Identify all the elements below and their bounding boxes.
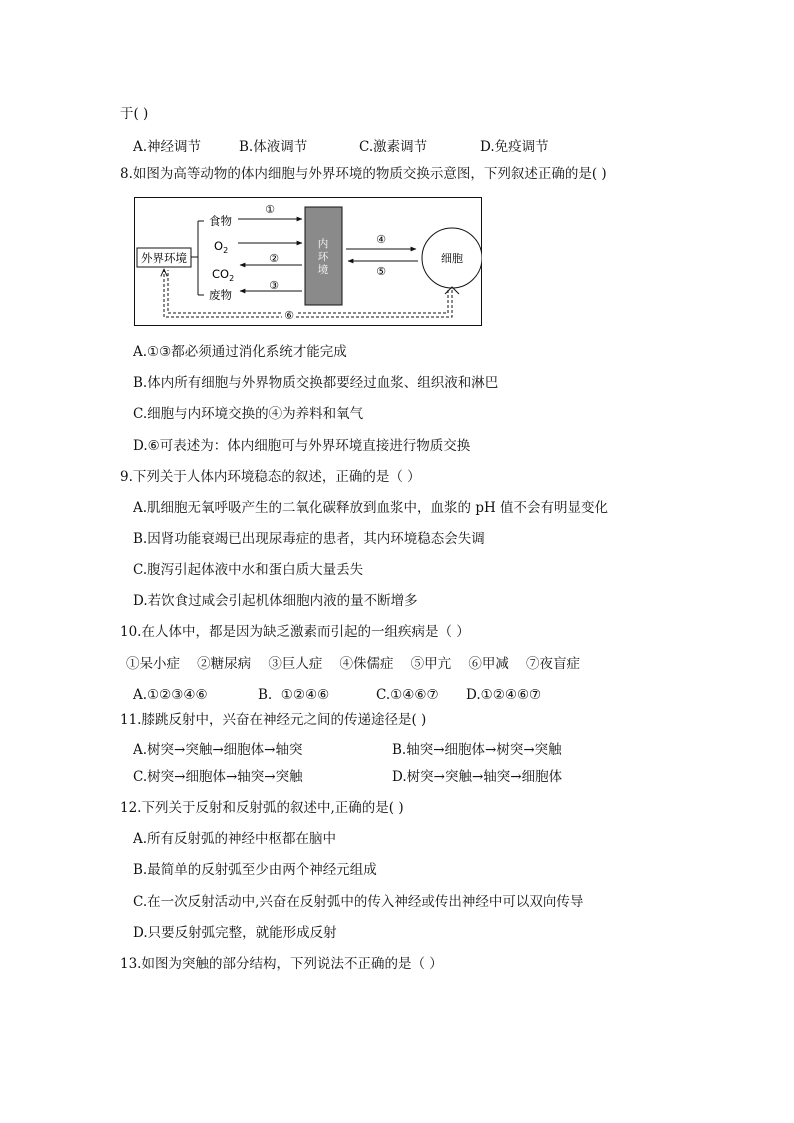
q10-stem: 10.在人体中，都是因为缺乏激素而引起的一组疾病是（ ） [120,624,470,640]
cell-label: 细胞 [441,252,463,265]
q10-option-c[interactable]: C.①④⑥⑦ [376,687,439,703]
q9-option-b[interactable]: B.因肾功能衰竭已出现尿毒症的患者，其内环境稳态会失调 [133,531,485,547]
q7-option-c[interactable]: C.激素调节 [359,139,428,155]
q10-items: ①呆小症 ②糖尿病 ③巨人症 ④侏儒症 ⑤甲亢 ⑥甲减 ⑦夜盲症 [126,656,580,672]
num-4: ④ [376,233,386,246]
q7-stem-tail: 于( ) [120,106,149,122]
q12-option-d[interactable]: D.只要反射弧完整，就能形成反射 [133,925,337,941]
q13-stem: 13.如图为突触的部分结构，下列说法不正确的是（ ） [120,956,443,972]
q8-option-c[interactable]: C.细胞与内环境交换的④为养料和氧气 [133,406,364,422]
q12-option-b[interactable]: B.最简单的反射弧至少由两个神经元组成 [133,862,377,878]
q11-option-d[interactable]: D.树突→突触→轴突→细胞体 [392,769,563,785]
label-o2: $O_2$ [214,239,229,255]
q11-option-c[interactable]: C.树突→细胞体→轴突→突触 [133,769,303,785]
q10-option-d[interactable]: D.①②④⑥⑦ [466,687,542,703]
num-6: ⑥ [284,309,294,322]
q7-option-a[interactable]: A.神经调节 [133,139,202,155]
q12-stem: 12.下列关于反射和反射弧的叙述中,正确的是( ) [120,800,404,816]
q10-options [0,687,794,705]
q12-option-a[interactable]: A.所有反射弧的神经中枢都在脑中 [133,831,337,847]
label-co2: $CO_2$ [212,267,235,283]
num-1: ① [265,203,275,216]
inner-env-char-3: 境 [317,264,329,276]
q8-option-a[interactable]: A.①③都必须通过消化系统才能完成 [133,344,347,360]
exchange-diagram [134,197,482,327]
inner-env-char-2: 环 [317,251,329,263]
outer-env-label: 外界环境 [141,251,187,265]
label-waste: 废物 [209,288,232,302]
q7-option-b[interactable]: B.体液调节 [239,139,308,155]
q11-option-b[interactable]: B.轴突→细胞体→树突→突触 [392,742,562,758]
inner-env-char-1: 内 [317,238,329,250]
q10-option-b[interactable]: B. ①②④⑥ [258,687,330,703]
q8-option-d[interactable]: D.⑥可表述为：体内细胞可与外界环境直接进行物质交换 [133,438,471,454]
q7-options [0,135,794,153]
q11-stem: 11.膝跳反射中，兴奋在神经元之间的传递途径是( ) [120,712,427,728]
q8-option-b[interactable]: B.体内所有细胞与外界物质交换都要经过血浆、组织液和淋巴 [133,375,499,391]
q8-stem: 8.如图为高等动物的体内细胞与外界环境的物质交换示意图，下列叙述正确的是( ) [120,166,607,182]
q11-option-a[interactable]: A.树突→突触→细胞体→轴突 [133,742,303,758]
q12-option-c[interactable]: C.在一次反射活动中,兴奋在反射弧中的传入神经或传出神经中可以双向传导 [133,894,584,910]
q9-option-a[interactable]: A.肌细胞无氧呼吸产生的二氧化碳释放到血浆中，血浆的 pH 值不会有明显变化 [133,500,609,516]
q11-options-row-2 [0,765,794,783]
q11-options-row-1 [0,738,794,756]
num-2: ② [269,252,279,265]
label-food: 食物 [209,214,232,228]
num-5: ⑤ [376,265,386,278]
q9-option-c[interactable]: C.腹泻引起体液中水和蛋白质大量丢失 [133,562,364,578]
q9-option-d[interactable]: D.若饮食过咸会引起机体细胞内液的量不断增多 [133,593,418,609]
q7-option-d[interactable]: D.免疫调节 [480,139,549,155]
q10-option-a[interactable]: A.①②③④⑥ [133,687,208,703]
num-3: ③ [269,279,279,292]
q9-stem: 9.下列关于人体内环境稳态的叙述，正确的是（ ） [120,469,421,485]
